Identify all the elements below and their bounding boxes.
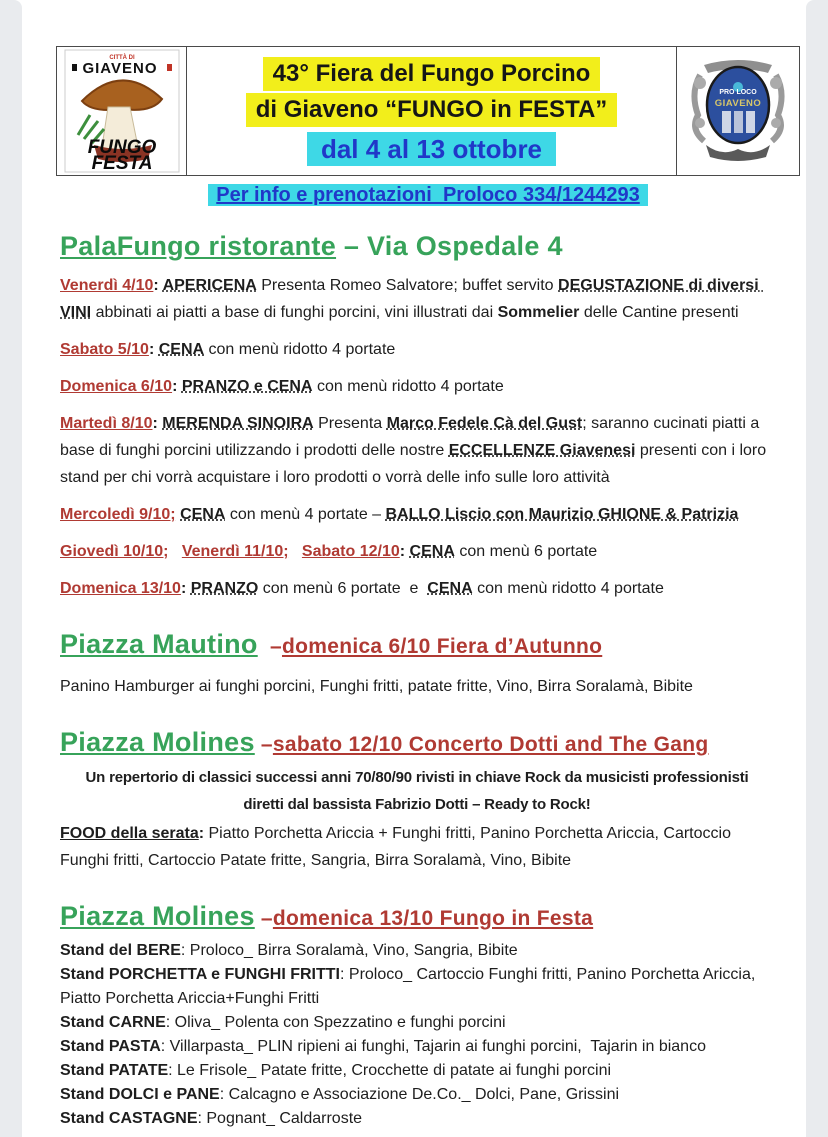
event-venerdi-4-10: Venerdì 4/10: APERICENA Presenta Romeo Salvatore; buffet servito DEGUSTAZIONE di diversi VINI abbinati ai piatti a base di funghi porcini, vini illustrati dai Sommelier delle Cantine presenti xyxy=(60,277,764,321)
proloco-crest xyxy=(677,47,799,175)
stand-porchetta: Stand PORCHETTA e FUNGHI FRITTI: Proloco_ Cartoccio Funghi fritti, Panino Porchetta Ariccia, Piatto Porchetta Ariccia+Funghi Fritti xyxy=(60,966,760,1007)
event-martedi-8-10: Martedì 8/10: MERENDA SINOIRA Presenta Marco Fedele Cà del Gust; saranno cucinati piatti a base di funghi porcini utilizzando i prodotti delle nostre ECCELLENZE Giavenesi presenti con i loro stand per chi vorrà acquistare i loro prodotti o vorrà delle info sulle loro attività xyxy=(60,415,771,486)
page-edge-left xyxy=(0,0,22,1137)
concerto-description-line2: diretti dal bassista Fabrizio Dotti – Ready to Rock! xyxy=(243,796,591,813)
fungo-festa-logo xyxy=(57,47,187,175)
concerto-description-line1: Un repertorio di classici successi anni 70/80/90 rivisti in chiave Rock da musicisti professionisti xyxy=(85,769,749,786)
heading-piazza-molines-concerto: Piazza Molines –sabato 12/10 Concerto Dotti and The Gang xyxy=(60,727,709,757)
header-table xyxy=(56,46,800,176)
stand-carne: Stand CARNE: Oliva_ Polenta con Spezzatino e funghi porcini xyxy=(60,1014,506,1031)
event-domenica-13-10: Domenica 13/10: PRANZO con menù 6 portate e CENA con menù ridotto 4 portate xyxy=(60,580,664,597)
page-edge-right xyxy=(806,0,828,1137)
svg-text:CITTÀ DI: CITTÀ DI xyxy=(108,55,135,61)
event-mercoledi-9-10: Mercoledì 9/10; CENA con menù 4 portate – BALLO Liscio con Maurizio GHIONE & Patrizia xyxy=(60,506,739,523)
svg-text:GIAVENO: GIAVENO xyxy=(714,98,762,109)
heading-piazza-molines-festa: Piazza Molines –domenica 13/10 Fungo in Festa xyxy=(60,901,594,931)
event-giovedi-venerdi-sabato: Giovedì 10/10; Venerdì 11/10; Sabato 12/10: CENA con menù 6 portate xyxy=(60,543,598,560)
svg-text:GIAVENO: GIAVENO xyxy=(81,60,158,77)
crest-icon xyxy=(686,53,790,169)
header xyxy=(0,0,828,210)
event-domenica-6-10: Domenica 6/10: PRANZO e CENA con menù ridotto 4 portate xyxy=(60,378,504,395)
title-line-3: dal 4 al 13 ottobre xyxy=(307,132,556,166)
stand-dolci-pane: Stand DOLCI e PANE: Calcagno e Associazione De.Co._ Dolci, Pane, Grissini xyxy=(60,1086,620,1103)
header-titles xyxy=(187,47,677,175)
svg-text:FESTA: FESTA xyxy=(91,153,152,173)
stand-bere: Stand del BERE: Proloco_ Birra Soralamà, Vino, Sangria, Bibite xyxy=(60,942,518,959)
title-line-2: di Giaveno “FUNGO in FESTA” xyxy=(246,93,618,127)
info-line xyxy=(56,181,800,210)
mautino-food-list: Panino Hamburger ai funghi porcini, Funghi fritti, patate fritte, Vino, Birra Soralamà, Bibite xyxy=(60,678,693,695)
content xyxy=(0,230,828,1131)
stand-castagne: Stand CASTAGNE: Pognant_ Caldarroste xyxy=(60,1110,363,1127)
svg-text:PRO LOCO: PRO LOCO xyxy=(719,89,757,96)
mushroom-icon xyxy=(64,49,180,173)
event-sabato-5-10: Sabato 5/10: CENA con menù ridotto 4 portate xyxy=(60,341,396,358)
heading-piazza-mautino: Piazza Mautino –domenica 6/10 Fiera d’Autunno xyxy=(60,629,603,659)
title-line-1: 43° Fiera del Fungo Porcino xyxy=(263,57,601,91)
heading-palafungo: PalaFungo ristorante – Via Ospedale 4 xyxy=(60,231,563,261)
info-line-text: Per info e prenotazioni Proloco 334/1244293 xyxy=(208,184,648,206)
food-della-serata: FOOD della serata: Piatto Porchetta Ariccia + Funghi fritti, Panino Porchetta Ariccia, Cartoccio Funghi fritti, Cartoccio Patate fritte, Sangria, Birra Soralamà, Vino, Bibite xyxy=(60,825,736,869)
crest-ribbon xyxy=(706,145,770,161)
stand-pasta: Stand PASTA: Villarpasta_ PLIN ripieni ai funghi, Tajarin ai funghi porcini, Tajarin in bianco xyxy=(60,1038,706,1055)
stand-patate: Stand PATATE: Le Frisole_ Patate fritte, Crocchette di patate ai funghi porcini xyxy=(60,1062,612,1079)
svg-text:FUNGO: FUNGO xyxy=(87,137,156,158)
